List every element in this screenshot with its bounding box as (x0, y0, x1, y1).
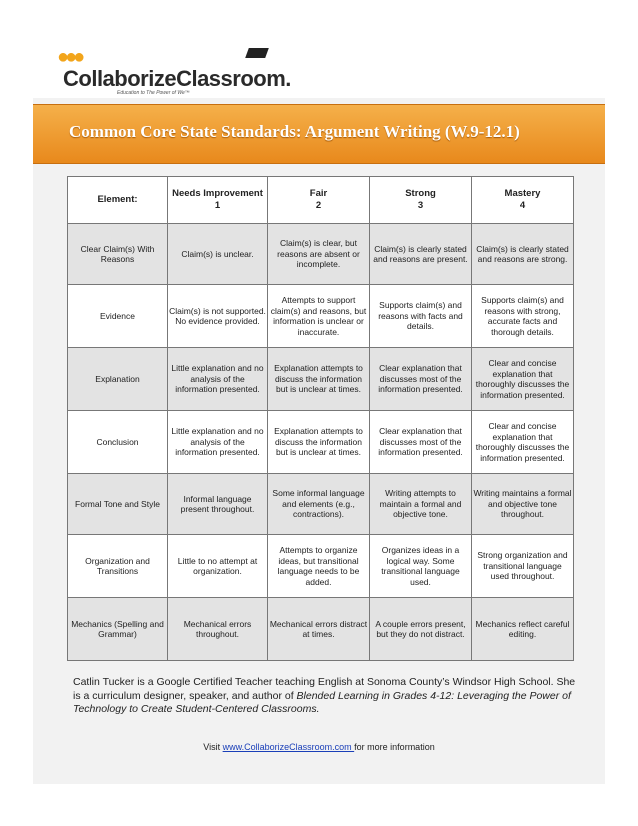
table-row (68, 535, 574, 598)
table-cell: Conclusion (68, 411, 168, 474)
table-cell: Organization and Transitions (68, 535, 168, 598)
table-cell: Some informal language and elements (e.g., contractions). (268, 474, 370, 535)
table-cell: A couple errors present, but they do not distract. (370, 598, 472, 661)
header-cell: Element: (68, 177, 168, 224)
collaborize-logo (57, 46, 291, 96)
header (33, 32, 605, 98)
visit-prefix: Visit (203, 742, 223, 752)
author-bio (73, 676, 583, 717)
table-cell: Explanation attempts to discuss the information but is unclear at times. (268, 411, 370, 474)
table-cell: Little to no attempt at organization. (168, 535, 268, 598)
table-cell: Claim(s) is clearly stated and reasons are present. (370, 224, 472, 285)
table-cell: Clear and concise explanation that thoroughly discusses the information presented. (472, 411, 574, 474)
table-cell: Informal language present throughout. (168, 474, 268, 535)
header-cell: Fair 2 (268, 177, 370, 224)
table-cell: Strong organization and transitional language used throughout. (472, 535, 574, 598)
table-cell: Supports claim(s) and reasons with facts and details. (370, 285, 472, 348)
table-row (68, 285, 574, 348)
author-bio-text: Catlin Tucker is a Google Certified Teacher teaching English at Sonoma County’s Windsor High School. She is a curriculum designer, speaker, and author of (73, 676, 576, 702)
table-row (68, 474, 574, 535)
table-cell: Organizes ideas in a logical way. Some transitional language used. (370, 535, 472, 598)
visit-suffix: for more information (354, 742, 435, 752)
table-cell: Writing attempts to maintain a formal and objective tone. (370, 474, 472, 535)
table-cell: Little explanation and no analysis of the information presented. (168, 411, 268, 474)
page (33, 32, 605, 784)
website-link[interactable]: www.CollaborizeClassroom.com (222, 742, 355, 752)
table-cell: Supports claim(s) and reasons with strong, accurate facts and thorough details. (472, 285, 574, 348)
table-row (68, 411, 574, 474)
table-cell: Mechanical errors throughout. (168, 598, 268, 661)
table-cell: Writing maintains a formal and objective tone throughout. (472, 474, 574, 535)
table-cell: Little explanation and no analysis of the information presented. (168, 348, 268, 411)
table-cell: Attempts to support claim(s) and reasons, but information is unclear or inaccurate. (268, 285, 370, 348)
table-cell: Attempts to organize ideas, but transitional language needs to be added. (268, 535, 370, 598)
table-cell: Claim(s) is clearly stated and reasons are strong. (472, 224, 574, 285)
title-banner (33, 104, 605, 164)
visit-line (33, 742, 605, 752)
table-cell: Mechanics reflect careful editing. (472, 598, 574, 661)
header-cell: Mastery 4 (472, 177, 574, 224)
logo-tagline: Education to The Power of We™ (117, 90, 190, 96)
table-cell: Mechanical errors distract at times. (268, 598, 370, 661)
table-cell: Clear Claim(s) With Reasons (68, 224, 168, 285)
table-row (68, 598, 574, 661)
table-cell: Explanation attempts to discuss the information but is unclear at times. (268, 348, 370, 411)
header-cell: Strong 3 (370, 177, 472, 224)
table-cell: Evidence (68, 285, 168, 348)
graduation-cap-icon (245, 48, 269, 58)
table-cell: Clear and concise explanation that thoroughly discusses the information presented. (472, 348, 574, 411)
page-title: Common Core State Standards: Argument Writing (W.9-12.1) (69, 122, 520, 141)
table-row (68, 348, 574, 411)
table-cell: Claim(s) is not supported. No evidence provided. (168, 285, 268, 348)
table-cell: Formal Tone and Style (68, 474, 168, 535)
rubric-table (67, 176, 574, 661)
table-cell: Explanation (68, 348, 168, 411)
header-cell: Needs Improvement 1 (168, 177, 268, 224)
table-cell: Clear explanation that discusses most of the information presented. (370, 411, 472, 474)
table-cell: Clear explanation that discusses most of the information presented. (370, 348, 472, 411)
table-row (68, 224, 574, 285)
table-cell: Claim(s) is clear, but reasons are absent or incomplete. (268, 224, 370, 285)
table-header-row (68, 177, 574, 224)
book-title: Blended Learning in Grades 4-12: Leveraging the Power of Technology to Create Student-Centered Classrooms. (73, 689, 571, 715)
logo-brand: CollaborizeClassroom. (63, 66, 291, 91)
table-cell: Claim(s) is unclear. (168, 224, 268, 285)
people-icon: ●●● (57, 46, 82, 68)
table-cell: Mechanics (Spelling and Grammar) (68, 598, 168, 661)
